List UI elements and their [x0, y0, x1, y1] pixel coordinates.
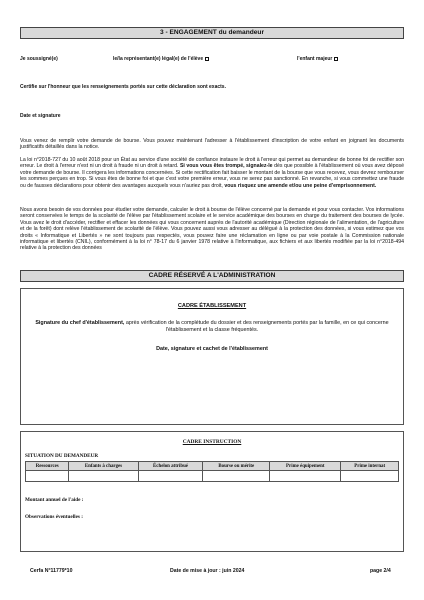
footer-page: page 2/4 — [370, 568, 391, 574]
observations-label: Observations éventuelles : — [25, 514, 83, 520]
admin-title: CADRE RÉSERVÉ A L'ADMINISTRATION — [148, 272, 276, 279]
footer-date-maj: Date de mise à jour : juin 2024 — [170, 568, 245, 574]
col-prime-equipement: Prime équipement — [270, 462, 341, 471]
intro-paragraph: Vous venez de remplir votre demande de bourse. Vous pouvez maintenant l'adresser à l'établissement d'inscription de votre enfant en joignant les documents justificatifs détaillés dans la notice. — [20, 138, 404, 151]
col-enfants: Enfants à charges — [69, 462, 138, 471]
montant-label: Montant annuel de l'aide : — [25, 497, 84, 503]
representant-option[interactable]: le/la représentant(e) légal(e) de l'élève — [113, 56, 209, 63]
col-ressources: Ressources — [26, 462, 69, 471]
col-prime-internat: Prime internat — [341, 462, 399, 471]
cadre-instruction — [20, 431, 404, 552]
certifie-statement: Certifie sur l'honneur que les renseignements portés sur cette déclaration sont exacts. — [20, 84, 226, 90]
col-echelon: Échelon attribué — [138, 462, 203, 471]
donnees-paragraph: Nous avons besoin de vos données pour étudier votre demande, calculer le droit à bourse de l'élève concerné par la demande et pour vous contacter. Vos informations seront conservées le temps de la scolarité de l'élève par l'établissement scolaire et le service académique des bourses en charge du traitement des bourses de lycée. Vous avez le droit d'accéder, rectifier et effacer les données qui vous concernent auprès de l'autorité académique (Direction régionale de l'alimentation, de l'agriculture et de la forêt) dont relève l'établissement de scolarité de l'élève. Vous pouvez aussi vous adresser au délégué à la protection des données, si vous estimez que vos droits « Informatique et Libertés » ne sont toujours pas respectés, vous pouvez faire une réclamation en ligne ou par voie postale à la Commission nationale informatique et libertés (CNIL), conformément à la loi n° 78-17 du 6 janvier 1978 relative à l'informatique, aux fichiers et aux libertés modifiée par la loi n°2018-494 relative à la protection des données — [20, 207, 404, 252]
representant-checkbox[interactable] — [205, 57, 209, 61]
section-3-header — [20, 27, 404, 39]
cell-ressources[interactable] — [26, 471, 69, 482]
cell-prime-internat[interactable] — [341, 471, 399, 482]
date-signature-label: Date et signature — [20, 113, 61, 119]
instruction-table — [25, 461, 399, 482]
majeur-option[interactable]: l'enfant majeur — [297, 56, 338, 63]
cadre-etablissement[interactable] — [20, 288, 404, 425]
je-soussigne-label: Je soussigné(e) — [20, 56, 58, 62]
majeur-checkbox[interactable] — [334, 57, 338, 61]
cell-prime-equipement[interactable] — [270, 471, 341, 482]
table-header-row — [26, 462, 399, 471]
sig-instructions: Signature du chef d'établissement, après vérification de la complétude du dossier et des renseignements portés par la famille, en ce qui concerne l'établissement et la classe fréquentés. — [35, 320, 389, 333]
date-cachet-label: Date, signature et cachet de l'établissement — [156, 346, 268, 352]
cell-echelon[interactable] — [138, 471, 203, 482]
col-bourse: Bourse ou mérite — [203, 462, 270, 471]
situation-label: SITUATION DU DEMANDEUR — [25, 453, 99, 459]
etab-title: CADRE ÉTABLISSEMENT — [177, 303, 247, 309]
footer-cerfa: Cerfa N°11779*10 — [30, 568, 73, 574]
table-row — [26, 471, 399, 482]
cell-enfants[interactable] — [69, 471, 138, 482]
droit-erreur-paragraph: La loi n°2018-727 du 10 août 2018 pour un État au service d'une société de confiance instaure le droit à l'erreur qui permet au demandeur de bonne foi de rectifier son erreur. Le droit à l'erreur n'est ni un droit à fraude ni un droit à retard. Si vous vous êtes trompé, signalez-le dès que possible à l'établissement où vous avez déposé votre demande de bourse. Il corrigera les informations concernées. Si cette rectification fait baisser le montant de la bourse que vous recevez, vous devrez rembourser les sommes perçues en trop. Si vous êtes de bonne foi et que c'est votre première erreur, vous ne serez pas sanctionné. En revanche, si vous commettez une fraude ou de fausses déclarations pour obtenir des avantages auxquels vous n'auriez pas droit, vous risquez une amende et/ou une peine d'emprisonnement. — [20, 157, 404, 189]
cell-bourse[interactable] — [203, 471, 270, 482]
instruction-title: CADRE INSTRUCTION — [182, 439, 242, 445]
section-3-title: 3 - ENGAGEMENT du demandeur — [159, 29, 265, 36]
admin-header — [20, 270, 404, 282]
